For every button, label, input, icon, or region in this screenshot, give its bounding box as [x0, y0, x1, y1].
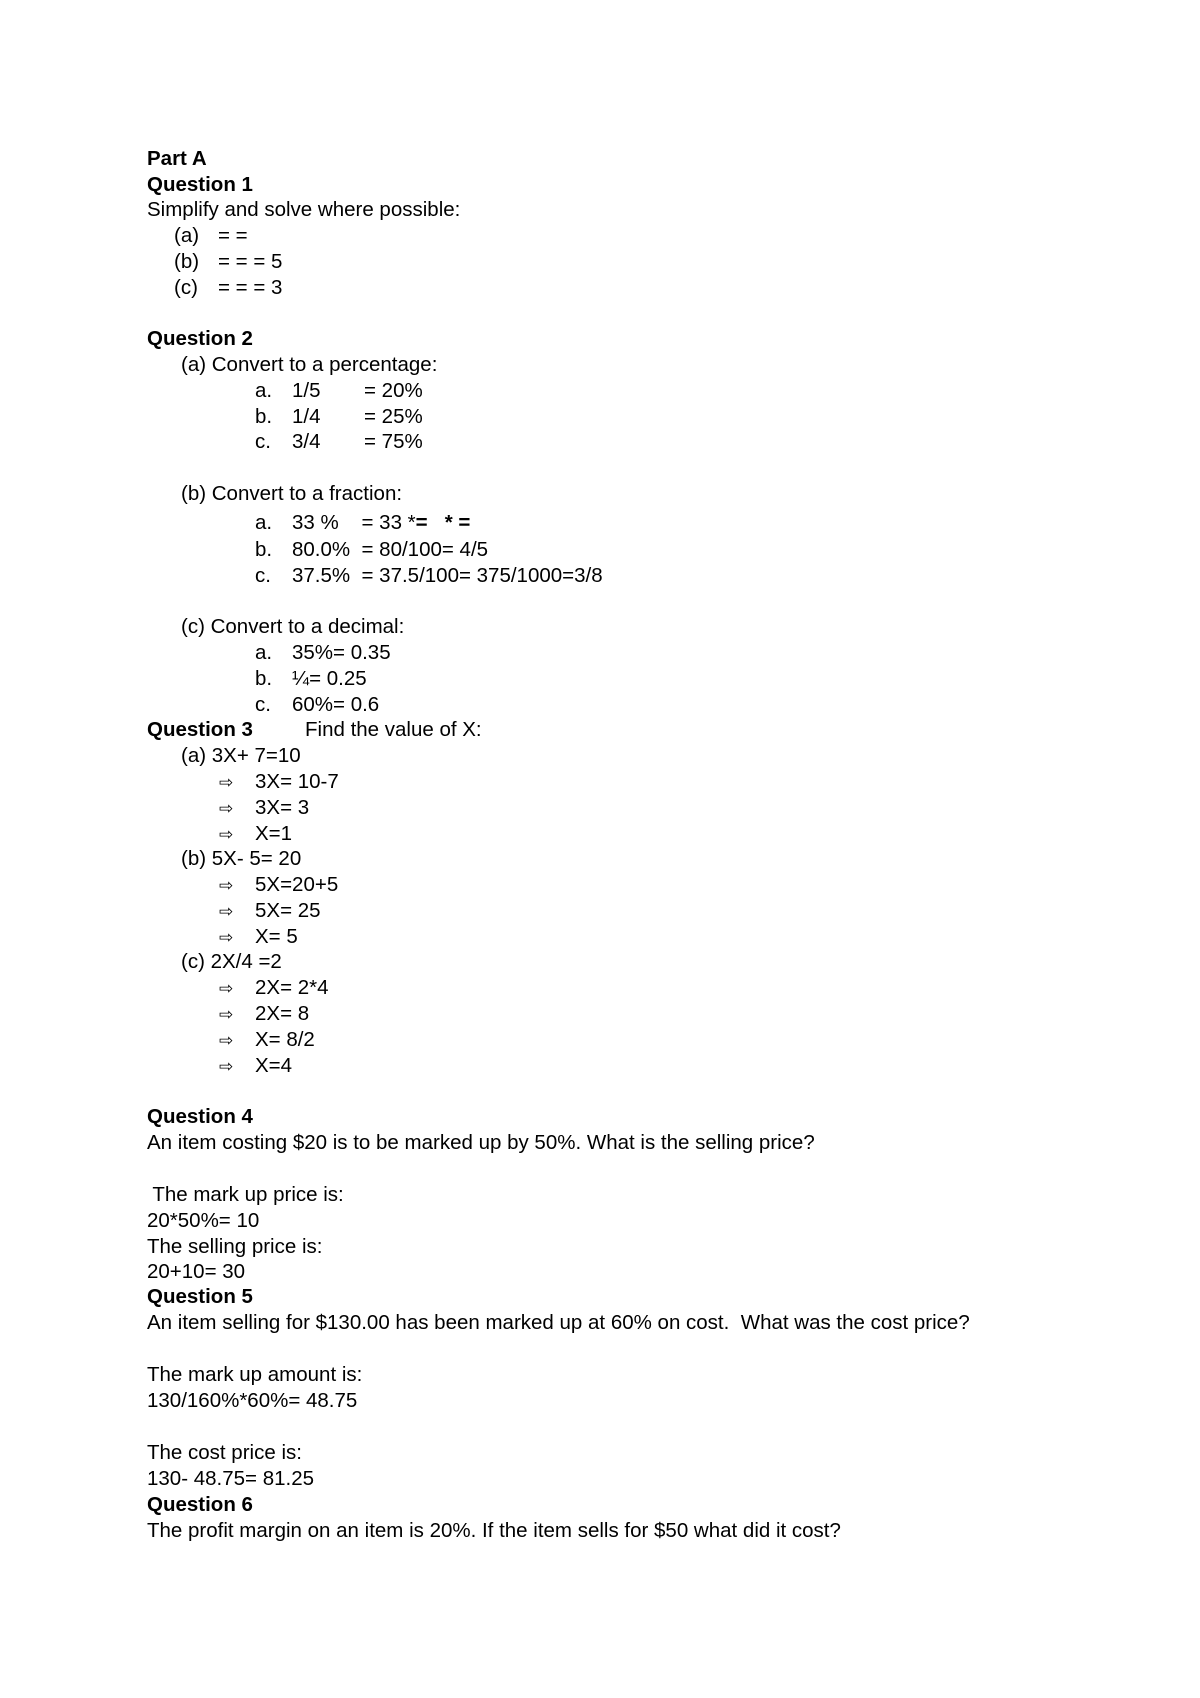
arrow-right-icon: ⇨: [219, 1031, 234, 1051]
question-2-c-heading: (c) Convert to a decimal:: [181, 615, 405, 638]
question-2-a-item: c. 3/4 = 75%: [255, 430, 423, 453]
arrow-right-icon: ⇨: [219, 1005, 234, 1025]
question-2-a-heading: (a) Convert to a percentage:: [181, 353, 438, 376]
question-3-prompt: Find the value of X:: [305, 718, 482, 741]
question-2-a-item: a. 1/5 = 20%: [255, 379, 423, 402]
question-1-prompt: Simplify and solve where possible:: [147, 198, 461, 221]
arrow-right-icon: ⇨: [219, 979, 234, 999]
step-line: ⇨ 5X= 25: [219, 898, 321, 924]
step-line: ⇨ X=1: [219, 821, 292, 847]
answer-line: 130- 48.75= 81.25: [147, 1467, 314, 1490]
step-line: ⇨ 3X= 10-7: [219, 769, 339, 795]
answer-line: 20+10= 30: [147, 1260, 246, 1283]
step-line: ⇨ X= 5: [219, 924, 298, 950]
step-line: ⇨ 2X= 2*4: [219, 975, 329, 1001]
question-2-title: Question 2: [147, 327, 253, 350]
question-2-a-item: b. 1/4 = 25%: [255, 405, 423, 428]
arrow-right-icon: ⇨: [219, 876, 234, 896]
arrow-right-icon: ⇨: [219, 1057, 234, 1077]
answer-line: The cost price is:: [147, 1441, 302, 1464]
question-2-b-item: b. 80.0% = 80/100= 4/5: [255, 538, 489, 561]
part-title: Part A: [147, 147, 207, 170]
question-1-item: (b) = = = 5: [174, 250, 283, 273]
question-4-title: Question 4: [147, 1105, 253, 1128]
question-3-title: Question 3: [147, 718, 253, 741]
question-1-item: (a) = =: [174, 224, 248, 247]
answer-line: The mark up amount is:: [147, 1363, 363, 1386]
step-line: ⇨ X= 8/2: [219, 1027, 315, 1053]
question-2-c-item: a. 35%= 0.35: [255, 641, 391, 664]
question-3-header: [147, 717, 482, 743]
question-3-c-heading: (c) 2X/4 =2: [181, 950, 282, 973]
question-4-prompt: An item costing $20 is to be marked up by 50%. What is the selling price?: [147, 1131, 815, 1154]
answer-line: The selling price is:: [147, 1235, 323, 1258]
question-1-item: (c) = = = 3: [174, 276, 283, 299]
question-3-b-heading: (b) 5X- 5= 20: [181, 847, 302, 870]
step-line: ⇨ X=4: [219, 1053, 292, 1079]
arrow-right-icon: ⇨: [219, 928, 234, 948]
question-6-prompt: The profit margin on an item is 20%. If the item sells for $50 what did it cost?: [147, 1519, 841, 1542]
question-2-c-item: c. 60%= 0.6: [255, 693, 380, 716]
answer-line: 130/160%*60%= 48.75: [147, 1389, 358, 1412]
step-line: ⇨ 3X= 3: [219, 795, 309, 821]
question-2-b-item: c. 37.5% = 37.5/100= 375/1000=3/8: [255, 564, 603, 587]
question-3-a-heading: (a) 3X+ 7=10: [181, 744, 301, 767]
question-6-title: Question 6: [147, 1493, 253, 1516]
question-1-title: Question 1: [147, 173, 253, 196]
answer-line: The mark up price is:: [147, 1183, 344, 1206]
arrow-right-icon: ⇨: [219, 799, 234, 819]
answer-line: 20*50%= 10: [147, 1209, 260, 1232]
arrow-right-icon: ⇨: [219, 825, 234, 845]
step-line: ⇨ 2X= 8: [219, 1001, 309, 1027]
question-5-title: Question 5: [147, 1285, 253, 1308]
arrow-right-icon: ⇨: [219, 902, 234, 922]
question-2-b-item: a. 33 % = 33 *= * =: [255, 511, 471, 534]
arrow-right-icon: ⇨: [219, 773, 234, 793]
question-2-b-heading: (b) Convert to a fraction:: [181, 482, 403, 505]
step-line: ⇨ 5X=20+5: [219, 872, 338, 898]
question-2-c-item: b. ¼= 0.25: [255, 667, 367, 690]
question-5-prompt: An item selling for $130.00 has been marked up at 60% on cost. What was the cost price?: [147, 1311, 970, 1334]
